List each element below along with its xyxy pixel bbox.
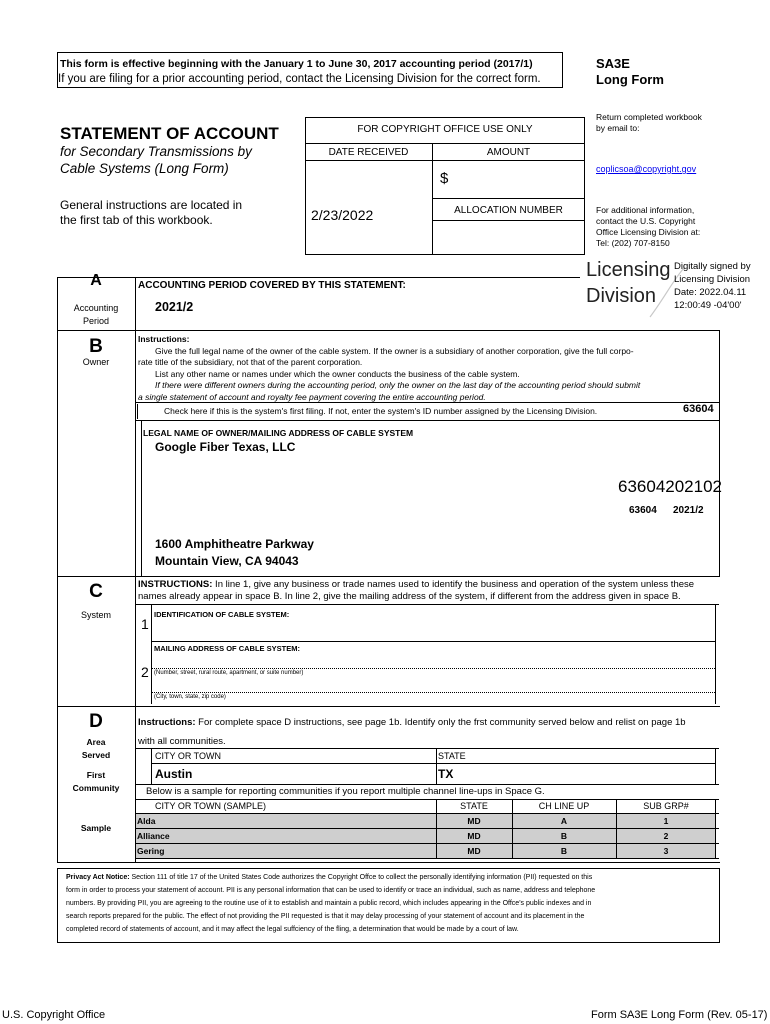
space-d-instructions-1 (138, 717, 686, 728)
contact-email-link[interactable]: coplicsoa@copyright.gov (596, 164, 697, 174)
space-d-label-area-2: Served (81, 750, 111, 760)
footer-left: U.S. Copyright Office (2, 1009, 106, 1021)
city-hint: (City, town, state, zip code) (154, 694, 226, 700)
date-received-value: 2/23/2022 (311, 207, 374, 223)
info-text-1: For additional information, (596, 205, 695, 215)
sample-subgrp: 1 (663, 816, 669, 826)
sample-city: Gering (137, 846, 165, 856)
date-received-label: DATE RECEIVED (328, 147, 409, 158)
space-c-instructions-text: In line 1, give any business or trade names used to identify the business and operation of the system unless these (212, 579, 695, 590)
form-type: Long Form (596, 72, 664, 87)
street-address-input[interactable] (151, 668, 715, 669)
reference-period: 2021/2 (673, 505, 704, 516)
mailing-address-label: MAILING ADDRESS OF CABLE SYSTEM: (154, 644, 300, 653)
space-d-letter: D (89, 711, 103, 732)
first-community-state: TX (438, 767, 454, 781)
space-c-instructions-heading: INSTRUCTIONS: (138, 579, 213, 590)
return-text-2: by email to: (596, 123, 640, 133)
space-d-label-first-2: Community (72, 783, 120, 793)
street-hint: (Number, street, rural route, apartment, or suite number) (154, 670, 304, 676)
space-b-instructions-heading: Instructions: (138, 334, 190, 344)
space-a-heading: ACCOUNTING PERIOD COVERED BY THIS STATEMENT: (138, 280, 406, 291)
effective-notice-line2: If you are filing for a prior accounting period, contact the Licensing Division for the correct form. (58, 73, 541, 85)
identification-input[interactable] (151, 641, 715, 642)
page-title: STATEMENT OF ACCOUNT (60, 124, 279, 143)
sample-state: MD (467, 816, 481, 826)
privacy-line-2: form in order to process your statement of account. PII is any personal information that can be used to identify or trace an individual, such as name, address and telephone (66, 887, 596, 894)
space-d-label-first-1: First (86, 770, 106, 780)
general-instructions-1: General instructions are located in (60, 198, 243, 212)
line-2-number: 2 (141, 664, 149, 680)
space-b-instruction-1: Give the full legal name of the owner of the cable system. If the owner is a subsidiary of another corporation, give the full corpo- (155, 346, 634, 356)
sample-header-state: STATE (460, 801, 488, 811)
space-a-letter: A (90, 272, 102, 289)
first-filing-text: Check here if this is the system's first filing. If not, enter the system's ID number assigned by the Licensing Division. (164, 406, 598, 416)
sample-lineup: A (560, 816, 568, 826)
signature-line-2: Licensing Division (674, 274, 751, 285)
sample-subgrp: 3 (663, 846, 669, 856)
sample-lineup: B (560, 831, 568, 841)
reference-number: 63604202102 (618, 477, 723, 496)
privacy-line-3: numbers. By providing PII, you are agreeing to the routine use of it to establish and maintain a public record, which includes appearing in the Offce's public indexes and in (66, 900, 592, 907)
signature-line-1: Digitally signed by (674, 261, 751, 272)
info-text-4: Tel: (202) 707-8150 (596, 238, 670, 248)
owner-address-line-1: 1600 Amphitheatre Parkway (155, 537, 314, 551)
space-b-letter: B (89, 336, 103, 357)
space-d-label-sample: Sample (80, 823, 112, 833)
space-b-instruction-5: a single statement of account and royalty fee payment covering the entire accounting period. (138, 392, 486, 402)
first-filing-checkbox[interactable] (137, 404, 147, 419)
sample-state: MD (467, 846, 481, 856)
sample-lineup: B (560, 846, 568, 856)
space-c-label: System (80, 610, 111, 620)
space-b-instruction-3: List any other name or names under which the owner conducts the business of the cable system. (155, 369, 520, 379)
identification-label: IDENTIFICATION OF CABLE SYSTEM: (154, 610, 290, 619)
accounting-period-value: 2021/2 (155, 300, 194, 314)
sample-header-lineup: CH LINE UP (538, 801, 590, 811)
state-column-header: STATE (438, 751, 466, 761)
return-text-1: Return completed workbook (596, 112, 702, 122)
city-state-zip-input[interactable] (151, 692, 715, 693)
licensing-logo-1: Licensing (586, 259, 671, 281)
space-b-label: Owner (82, 357, 110, 367)
sample-state: MD (467, 831, 481, 841)
system-id-value: 63604 (683, 403, 714, 415)
effective-notice-line1: This form is effective beginning with the January 1 to June 30, 2017 accounting period (2017/1) (60, 58, 533, 70)
sample-header-subgrp: SUB GRP# (643, 801, 689, 811)
form-code: SA3E (596, 56, 630, 71)
owner-address-line-2: Mountain View, CA 94043 (155, 554, 299, 568)
general-instructions-2: the first tab of this workbook. (60, 213, 213, 227)
office-use-heading: FOR COPYRIGHT OFFICE USE ONLY (357, 124, 533, 135)
amount-dollar-sign: $ (440, 170, 449, 187)
info-text-2: contact the U.S. Copyright (596, 216, 696, 226)
space-b-instruction-2: rate title of the subsidiary, not that of the parent corporation. (138, 357, 363, 367)
line-1-number: 1 (141, 616, 149, 632)
privacy-heading: Privacy Act Notice: (66, 874, 130, 881)
sample-subgrp: 2 (663, 831, 669, 841)
space-a-label-1: Accounting (73, 303, 119, 313)
space-d-label-area-1: Area (86, 737, 106, 747)
space-c-instructions-2: names already appear in space B. In line 2, give the mailing address of the system, if different from the address given in space B. (138, 591, 681, 602)
space-c-instructions-1 (138, 579, 694, 590)
owner-legal-name: Google Fiber Texas, LLC (155, 440, 296, 454)
space-c-letter: C (89, 581, 103, 602)
licensing-logo-2: Division (586, 285, 657, 307)
privacy-line-1 (66, 874, 592, 881)
allocation-number-label: ALLOCATION NUMBER (454, 205, 563, 216)
sample-note: Below is a sample for reporting communities if you report multiple channel line-ups in Space G. (146, 786, 545, 797)
footer-right: Form SA3E Long Form (Rev. 05-17) (591, 1009, 768, 1021)
sample-header-city: CITY OR TOWN (SAMPLE) (155, 801, 267, 811)
space-b-instruction-4: If there were different owners during the accounting period, only the owner on the last day of the accounting period should submit (155, 380, 641, 390)
sample-city: Alliance (137, 831, 170, 841)
privacy-text-1: Section 111 of title 17 of the United States Code authorizes the Copyright Offce to collect the personally identifying information (PII) requested on this (129, 874, 593, 881)
signature-line-4: 12:00:49 -04'00' (674, 300, 742, 311)
privacy-line-4: search reports prepared for the public. The effect of not providing the PII requested is that it may delay processing of your statement of account and its placement in the (66, 913, 585, 920)
legal-name-label: LEGAL NAME OF OWNER/MAILING ADDRESS OF CABLE SYSTEM (143, 428, 414, 438)
privacy-line-5: completed record of statements of account, and it may affect the legal suffciency of the fling, a determination that would be made by a court of law. (66, 926, 519, 933)
city-column-header: CITY OR TOWN (155, 751, 222, 761)
space-d-instructions-2: with all communities. (138, 736, 226, 747)
first-community-city: Austin (155, 767, 193, 781)
reference-system-id: 63604 (629, 505, 657, 516)
space-d-instructions-heading: Instructions: (138, 717, 196, 728)
sample-city: Alda (137, 816, 156, 826)
signature-line-3: Date: 2022.04.11 (674, 287, 747, 298)
space-d-instructions-text: For complete space D instructions, see page 1b. Identify only the frst community served below and relist on page 1b (195, 717, 686, 728)
info-text-3: Office Licensing Division at: (596, 227, 701, 237)
amount-label: AMOUNT (486, 147, 531, 158)
space-a-label-2: Period (82, 316, 109, 326)
page-subtitle-1: for Secondary Transmissions by (60, 144, 252, 159)
page-subtitle-2: Cable Systems (Long Form) (60, 161, 229, 176)
